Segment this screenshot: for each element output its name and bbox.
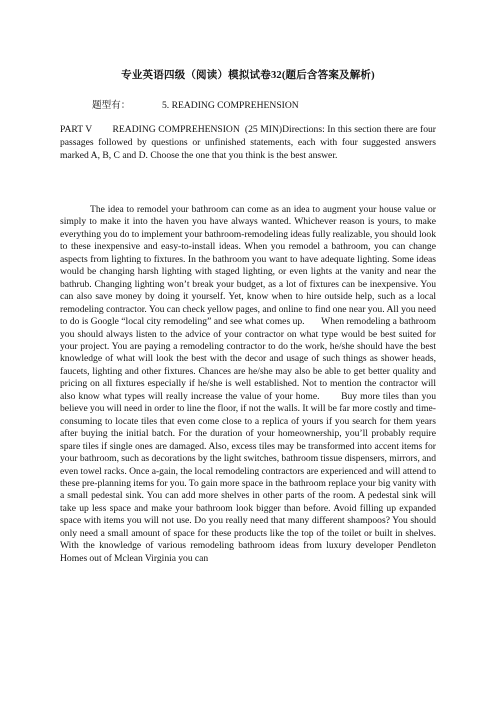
question-type-line: [92, 97, 299, 111]
question-type-label: 题型有：: [92, 100, 131, 111]
document-title: 专业英语四级（阅读）模拟试卷32(题后含答案及解析): [121, 70, 375, 81]
question-type-value: 5. READING COMPREHENSION: [162, 100, 299, 111]
part-directions: PART V READING COMPREHENSION (25 MIN)Directions: In this section there are four passages followed by questions or unfinished statements, each with four suggested answers marked A, B, C and D. Choose the one that you think is the best answer.: [60, 124, 439, 162]
reading-passage: The idea to remodel your bathroom can come as an idea to augment your house value or simply to make it into the haven you have always wanted. Whichever reason is yours, to make everything you do to implement your bathroom-remodeling ideas fully realizable, you should look to these inexpensive and easy-to-install ideas. When you remodel a bathroom, you can change aspects from lighting to fixtures. In the bathroom you want to have adequate lighting. Some ideas would be changing harsh lighting with staged lighting, or even lights at the vanity and near the bathrub. Changing lighting won’t break your budget, as a lot of fixtures can be inexpensive. You can also save money by doing it yourself. Yet, know when to hire outside help, such as a local remodeling contractor. You can check yellow pages, and online to find one near you. All you need to do is Google “local city remodeling” and see what comes up. When remodeling a bathroom you should always listen to the advice of your contractor on what type would be best suited for your project. You are paying a remodeling contractor to do the work, he/she should have the best knowledge of what will look the best with the decor and usage of such things as shower heads, faucets, lighting and other fixtures. Chances are he/she may also be able to get better quality and pricing on all fixtures especially if he/she is well established. Not to mention the contractor will also know what types will really increase the value of your home. Buy more tiles than you believe you will need in order to line the floor, if not the walls. It will be far more costly and time-consuming to locate tiles that even come close to a replica of yours if you search for them years after buying the initial batch. For the duration of your homeownership, you’ll probably require spare tiles if single ones are damaged. Also, excess tiles may be transformed into accent items for your bathroom, such as decorations by the light switches, bathroom tissue dispensers, mirrors, and even towel racks. Once a-gain, the local remodeling contractors are experienced and will attend to these pre-planning items for you. To gain more space in the bathroom replace your big vanity with a small pedestal sink. You can add more shelves in other parts of the room. A pedestal sink will take up less space and make your bathroom look bigger than before. Avoid filling up expanded space with items you will not use. Do you really need that many different shampoos? You should only need a small amount of space for these products like the top of the toilet or built in shelves. With the knowledge of various remodeling bathroom ideas from luxury developer Pendleton Homes out of Mclean Virginia you can: [60, 204, 452, 564]
